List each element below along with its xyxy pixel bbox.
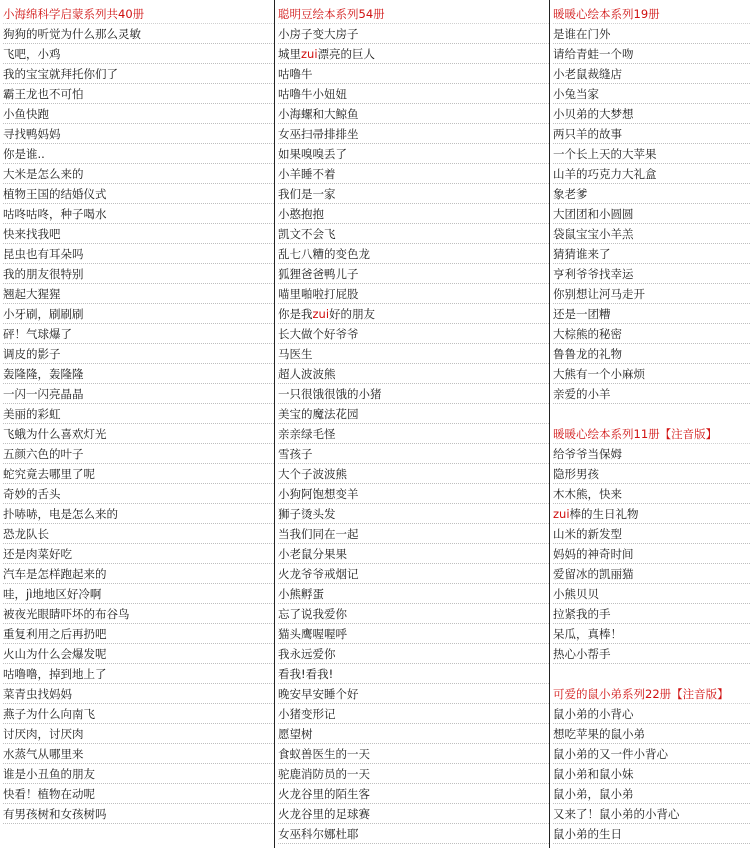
book-title: 大米是怎么来的 — [3, 164, 274, 184]
book-title: 植物王国的结婚仪式 — [3, 184, 274, 204]
book-title: 鼠小弟，鼠小弟 — [553, 784, 750, 804]
book-title: 女巫科尔娜杜耶 — [278, 824, 549, 844]
book-title: 调皮的影子 — [3, 344, 274, 364]
book-title: 五颜六色的叶子 — [3, 444, 274, 464]
book-title: zui棒的生日礼物 — [553, 504, 750, 524]
highlight-fragment: zui — [312, 307, 330, 321]
book-title: 隐形男孩 — [553, 464, 750, 484]
book-title: 恐龙队长 — [3, 524, 274, 544]
series-title: 聪明豆绘本系列54册 — [278, 4, 549, 24]
book-title: 两只羊的故事 — [553, 124, 750, 144]
book-title: 大熊有一个小麻烦 — [553, 364, 750, 384]
book-title: 小猪变形记 — [278, 704, 549, 724]
book-title: 小熊孵蛋 — [278, 584, 549, 604]
series-list-xiaohaimian — [3, 4, 274, 824]
book-title: 一闪一闪亮晶晶 — [3, 384, 274, 404]
highlight-fragment: zui — [553, 507, 570, 521]
book-title: 山羊的巧克力大礼盒 — [553, 164, 750, 184]
book-title: 我们是一家 — [278, 184, 549, 204]
column-nuannuanxin — [550, 0, 750, 848]
book-title: 小憨抱抱 — [278, 204, 549, 224]
book-title: 小羊睡不着 — [278, 164, 549, 184]
book-title: 亲爱的小羊 — [553, 384, 750, 404]
book-title: 又来了！鼠小弟的小背心 — [553, 804, 750, 824]
column-xiaohaimian — [0, 0, 275, 848]
book-title: 你别想让河马走开 — [553, 284, 750, 304]
book-title: 是谁在门外 — [553, 24, 750, 44]
book-title: 燕子为什么向南飞 — [3, 704, 274, 724]
book-title: 小熊贝贝 — [553, 584, 750, 604]
book-title: 咕咚咕咚，种子喝水 — [3, 204, 274, 224]
book-title: 小房子变大房子 — [278, 24, 549, 44]
book-title: 象老爹 — [553, 184, 750, 204]
book-title: 愿望树 — [278, 724, 549, 744]
book-title: 讨厌肉，讨厌肉 — [3, 724, 274, 744]
book-title: 木木熊，快来 — [553, 484, 750, 504]
book-title: 飞吧，小鸡 — [3, 44, 274, 64]
book-title: 马医生 — [278, 344, 549, 364]
book-title: 请给青蛙一个吻 — [553, 44, 750, 64]
book-title: 长大做个好爷爷 — [278, 324, 549, 344]
book-title: 被夜光眼睛吓坏的布谷鸟 — [3, 604, 274, 624]
book-title: 快来找我吧 — [3, 224, 274, 244]
book-title: 飞蛾为什么喜欢灯光 — [3, 424, 274, 444]
book-title: 大个子波波熊 — [278, 464, 549, 484]
book-title: 小鱼快跑 — [3, 104, 274, 124]
book-title: 热心小帮手 — [553, 644, 750, 664]
book-title: 呆瓜，真棒！ — [553, 624, 750, 644]
book-title: 鼠小弟的生日 — [553, 824, 750, 844]
book-title: 大棕熊的秘密 — [553, 324, 750, 344]
book-title: 美丽的彩虹 — [3, 404, 274, 424]
book-title: 狮子烫头发 — [278, 504, 549, 524]
series-title: 小海绵科学启蒙系列共40册 — [3, 4, 274, 24]
book-title: 喵里啪啦打屁股 — [278, 284, 549, 304]
book-title: 火龙谷里的足球赛 — [278, 804, 549, 824]
book-title: 超人波波熊 — [278, 364, 549, 384]
book-title: 谁是小丑鱼的朋友 — [3, 764, 274, 784]
book-title: 快看！植物在动呢 — [3, 784, 274, 804]
book-title: 亲亲绿毛怪 — [278, 424, 549, 444]
book-title: 猫头鹰喔喔呼 — [278, 624, 549, 644]
book-title: 女巫扫帚排排坐 — [278, 124, 549, 144]
book-title: 菜青虫找妈妈 — [3, 684, 274, 704]
book-title: 小老鼠裁缝店 — [553, 64, 750, 84]
series-title: 暖暖心绘本系列11册【注音版】 — [553, 424, 750, 444]
book-title: 小老鼠分果果 — [278, 544, 549, 564]
book-title: 汽车是怎样跑起来的 — [3, 564, 274, 584]
series-list-nuannuanxin — [553, 4, 750, 844]
book-title: 鼠小弟和鼠小妹 — [553, 764, 750, 784]
book-title: 拉紧我的手 — [553, 604, 750, 624]
book-title: 袋鼠宝宝小羊羔 — [553, 224, 750, 244]
book-title: 亨利爷爷找幸运 — [553, 264, 750, 284]
book-title: 蛇究竟去哪里了呢 — [3, 464, 274, 484]
book-title: 你是我zui好的朋友 — [278, 304, 549, 324]
book-title: 小兔当家 — [553, 84, 750, 104]
book-title: 小贝弟的大梦想 — [553, 104, 750, 124]
spacer — [553, 404, 750, 424]
book-title: 有男孩树和女孩树吗 — [3, 804, 274, 824]
book-title: 砰！气球爆了 — [3, 324, 274, 344]
book-title: 寻找鸭妈妈 — [3, 124, 274, 144]
book-title: 猜猜谁来了 — [553, 244, 750, 264]
book-title: 我的宝宝就拜托你们了 — [3, 64, 274, 84]
book-title: 小海螺和大鲸鱼 — [278, 104, 549, 124]
book-title: 咕噜牛 — [278, 64, 549, 84]
book-title: 哇，jì地地区好冷啊 — [3, 584, 274, 604]
book-title: 一个长上天的大苹果 — [553, 144, 750, 164]
book-title: 狐狸爸爸鸭儿子 — [278, 264, 549, 284]
book-title: 晚安早安睡个好 — [278, 684, 549, 704]
book-title: 看我!看我! — [278, 664, 549, 684]
book-title: 翘起大猩猩 — [3, 284, 274, 304]
book-title: 火龙谷里的陌生客 — [278, 784, 549, 804]
book-title: 鲁鲁龙的礼物 — [553, 344, 750, 364]
book-title: 山米的新发型 — [553, 524, 750, 544]
book-title: 雪孩子 — [278, 444, 549, 464]
book-title: 乱七八糟的变色龙 — [278, 244, 549, 264]
book-title: 还是肉菜好吃 — [3, 544, 274, 564]
book-title: 想吃苹果的鼠小弟 — [553, 724, 750, 744]
series-list-congmingdou — [278, 4, 549, 844]
book-title: 昆虫也有耳朵吗 — [3, 244, 274, 264]
book-title: 小牙刷，刷刷刷 — [3, 304, 274, 324]
highlight-fragment: zui — [301, 47, 318, 61]
book-title: 大团团和小圆圆 — [553, 204, 750, 224]
book-title: 爱留冰的凯丽猫 — [553, 564, 750, 584]
book-title: 食蚁兽医生的一天 — [278, 744, 549, 764]
series-title: 可爱的鼠小弟系列22册【注音版】 — [553, 684, 750, 704]
book-title: 鼠小弟的小背心 — [553, 704, 750, 724]
book-title: 当我们同在一起 — [278, 524, 549, 544]
book-title: 一只很饿很饿的小猪 — [278, 384, 549, 404]
book-title: 你是谁.. — [3, 144, 274, 164]
column-congmingdou — [275, 0, 550, 848]
book-title: 如果嗅嗅丢了 — [278, 144, 549, 164]
book-title: 妈妈的神奇时间 — [553, 544, 750, 564]
book-title: 美宝的魔法花园 — [278, 404, 549, 424]
book-title: 霸王龙也不可怕 — [3, 84, 274, 104]
book-title: 重复利用之后再扔吧 — [3, 624, 274, 644]
book-title: 火山为什么会爆发呢 — [3, 644, 274, 664]
spacer — [553, 664, 750, 684]
book-title: 凯文不会飞 — [278, 224, 549, 244]
book-title: 奇妙的舌头 — [3, 484, 274, 504]
book-title: 我的朋友很特别 — [3, 264, 274, 284]
book-title: 我永远爱你 — [278, 644, 549, 664]
book-title: 狗狗的听觉为什么那么灵敏 — [3, 24, 274, 44]
book-title: 城里zui漂亮的巨人 — [278, 44, 549, 64]
book-title: 咕噜噜，掉到地上了 — [3, 664, 274, 684]
book-title: 鼠小弟的又一件小背心 — [553, 744, 750, 764]
book-title: 扑哧哧，电是怎么来的 — [3, 504, 274, 524]
book-title: 轰隆隆，轰隆隆 — [3, 364, 274, 384]
book-title: 咕噜牛小妞妞 — [278, 84, 549, 104]
book-title: 水蒸气从哪里来 — [3, 744, 274, 764]
book-title: 还是一团糟 — [553, 304, 750, 324]
book-title: 忘了说我爱你 — [278, 604, 549, 624]
book-title: 小狗阿饱想变羊 — [278, 484, 549, 504]
series-title: 暖暖心绘本系列19册 — [553, 4, 750, 24]
book-title: 驼鹿消防员的一天 — [278, 764, 549, 784]
book-title: 给爷爷当保姆 — [553, 444, 750, 464]
book-title: 火龙爷爷戒烟记 — [278, 564, 549, 584]
